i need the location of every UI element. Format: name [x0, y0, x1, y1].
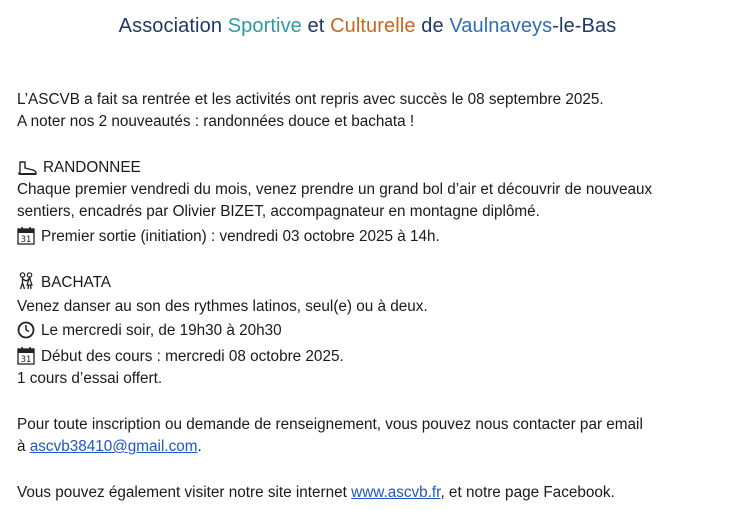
randonnee-desc-line-1: Chaque premier vendredi du mois, venez prendre un grand bol d’air et découvrir de nouveaux — [17, 181, 653, 198]
title-part: Association — [118, 15, 228, 37]
website-suffix: , et notre page Facebook. — [440, 484, 615, 501]
intro-line-1: L’ASCVB a fait sa rentrée et les activités ont repris avec succès le 08 septembre 2025. — [17, 91, 604, 108]
bachata-trial: 1 cours d’essai offert. — [17, 370, 163, 387]
randonnee-date — [17, 226, 440, 248]
website-link[interactable]: www.ascvb.fr — [351, 484, 441, 501]
contact-line-2 — [17, 436, 202, 458]
bachata-desc: Venez danser au son des rythmes latinos, seul(e) ou à deux. — [17, 298, 428, 315]
bachata-time — [17, 320, 282, 342]
calendar-icon — [17, 226, 35, 252]
bachata-heading-label: BACHATA — [41, 274, 111, 291]
title-part: et — [301, 15, 331, 37]
calendar-day-number: 31 — [20, 355, 32, 365]
website-prefix: Vous pouvez également visiter notre site internet — [17, 484, 352, 501]
bachata-time-text: Le mercredi soir, de 19h30 à 20h30 — [41, 322, 282, 339]
title-part: -le-Bas — [552, 15, 617, 37]
title-part: Culturelle — [330, 15, 416, 37]
title-part: Vaulnaveys — [449, 15, 553, 37]
bachata-date-text: Début des cours : mercredi 08 octobre 2025. — [41, 348, 344, 365]
calendar-day-number: 31 — [20, 235, 32, 245]
contact-line-1: Pour toute inscription ou demande de renseignement, vous pouvez nous contacter par email — [17, 416, 643, 433]
bachata-date — [17, 346, 344, 368]
clock-icon — [17, 321, 35, 346]
randonnee-desc-line-2: sentiers, encadrés par Olivier BIZET, accompagnateur en montagne diplômé. — [17, 203, 540, 220]
bachata-heading — [17, 272, 111, 294]
randonnee-heading — [17, 157, 141, 179]
contact-suffix: . — [197, 438, 202, 455]
title-part: Sportive — [227, 15, 302, 37]
contact-prefix: à — [17, 438, 30, 455]
dancers-icon — [17, 272, 35, 298]
title-part: de — [415, 15, 450, 37]
randonnee-date-text: Premier sortie (initiation) : vendredi 03 octobre 2025 à 14h. — [41, 228, 440, 245]
intro-line-2: A noter nos 2 nouveautés : randonnées douce et bachata ! — [17, 113, 415, 130]
randonnee-heading-label: RANDONNEE — [43, 159, 141, 176]
email-link[interactable]: ascvb38410@gmail.com — [29, 438, 198, 455]
page-title — [0, 15, 735, 38]
website-line — [17, 482, 615, 504]
